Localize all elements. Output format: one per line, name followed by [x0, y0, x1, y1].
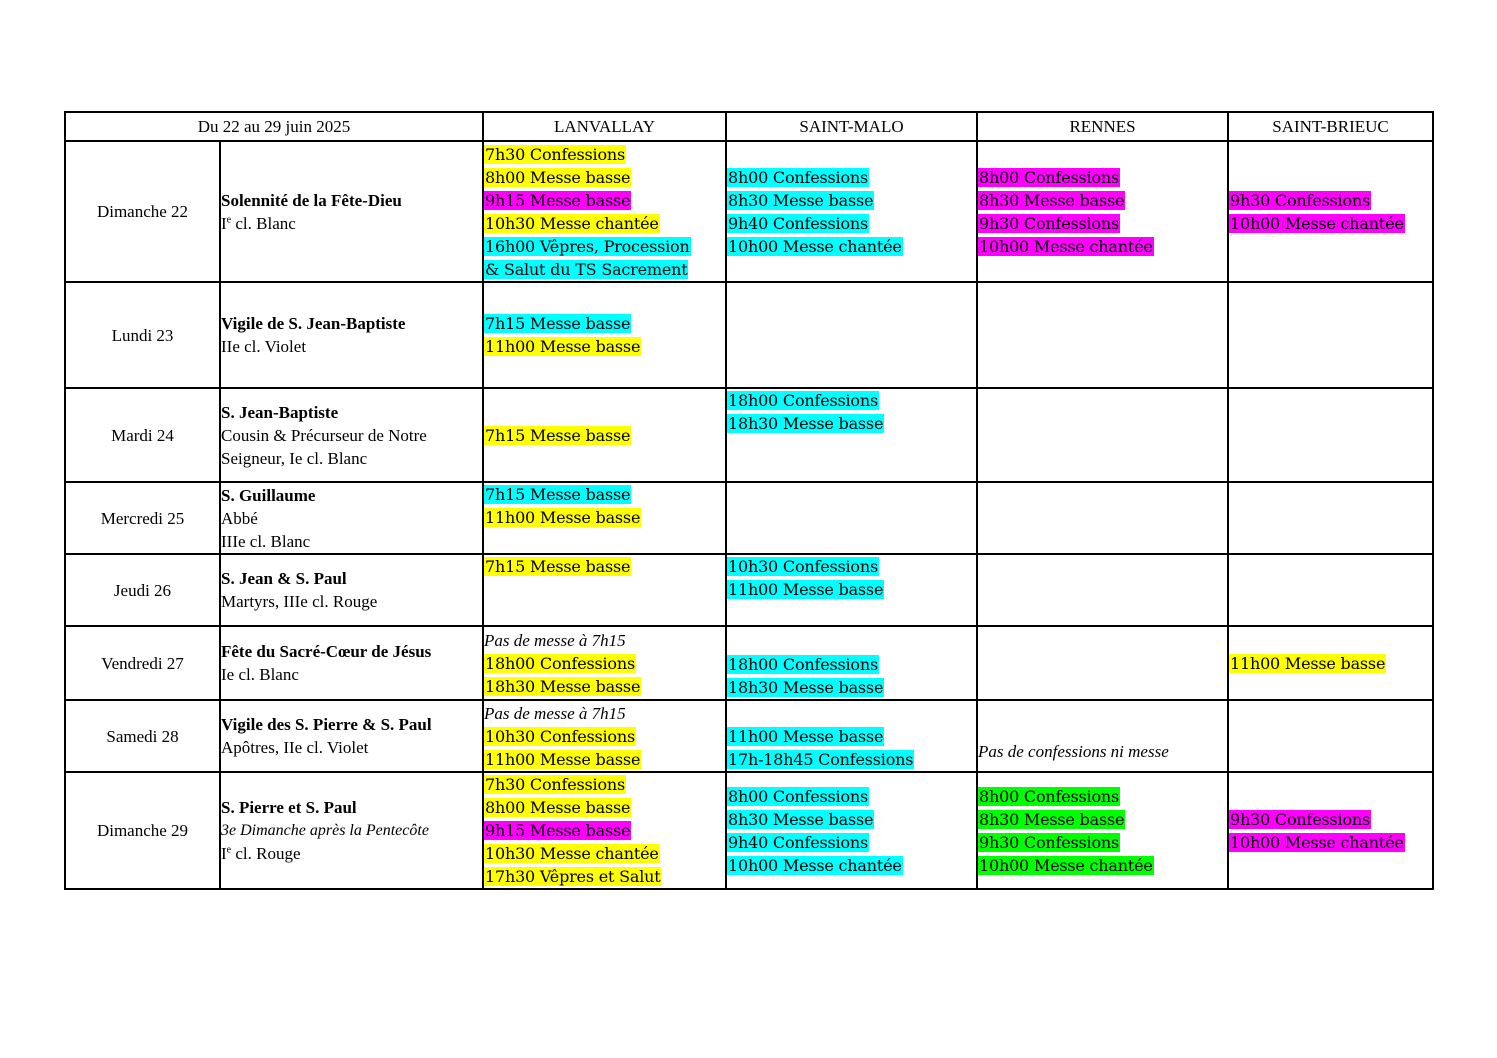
- rank-text: cl. Blanc: [231, 213, 296, 233]
- saint-malo-cell: [726, 772, 977, 889]
- feast-rank: Martyrs, IIIe cl. Rouge: [221, 592, 378, 611]
- event: 9h15 Messe basse: [485, 821, 631, 840]
- feast-rank-line: IIIe cl. Blanc: [221, 531, 311, 551]
- lanvallay-note: Pas de messe à 7h15: [484, 630, 626, 650]
- table-row: [65, 282, 1433, 388]
- table-row: [65, 388, 1433, 482]
- saint-malo-cell: [726, 282, 977, 388]
- feast-name: Vigile de S. Jean-Baptiste: [221, 314, 406, 333]
- event: 18h30 Messe basse: [485, 676, 641, 696]
- feast-name: S. Pierre et S. Paul: [221, 798, 357, 817]
- event: 7h15 Messe basse: [485, 557, 631, 576]
- feast-cell: [220, 141, 483, 282]
- feast-rank-line: Cousin & Précurseur de Notre: [221, 425, 427, 445]
- feast-cell: [220, 282, 483, 388]
- feast-cell: [220, 700, 483, 772]
- event: 18h00 Confessions: [728, 655, 878, 674]
- event: 8h30 Messe basse: [979, 809, 1125, 829]
- table-row: [65, 141, 1433, 282]
- event: 9h30 Confessions: [979, 832, 1119, 852]
- feast-name: Fête du Sacré-Cœur de Jésus: [221, 642, 432, 661]
- event: 7h30 Confessions: [485, 144, 625, 164]
- feast-rank: IIe cl. Violet: [221, 337, 307, 356]
- feast-cell: [220, 554, 483, 626]
- rennes-cell: [977, 482, 1228, 554]
- rank-sup: e: [226, 844, 232, 856]
- rennes-note: Pas de confessions ni messe: [978, 742, 1169, 761]
- event: 9h15 Messe basse: [485, 190, 631, 210]
- event: 18h30 Messe basse: [728, 414, 884, 433]
- feast-name: S. Jean & S. Paul: [221, 569, 347, 588]
- event: 17h30 Vêpres et Salut: [485, 867, 661, 886]
- feast-cell: [220, 772, 483, 889]
- event: 8h30 Messe basse: [728, 190, 874, 210]
- feast-rank-line: Abbé: [221, 508, 258, 528]
- feast-name: S. Guillaume: [221, 485, 316, 505]
- event: 18h00 Confessions: [728, 391, 878, 410]
- rennes-cell: [977, 700, 1228, 772]
- saint-brieuc-cell: [1228, 482, 1433, 554]
- event: 9h30 Confessions: [979, 213, 1119, 233]
- location-header-saint-brieuc: SAINT-BRIEUC: [1228, 112, 1433, 141]
- event: 7h15 Messe basse: [485, 425, 631, 445]
- feast-rank: Apôtres, IIe cl. Violet: [221, 738, 369, 757]
- feast-name: Vigile des S. Pierre & S. Paul: [221, 715, 432, 734]
- table-row: [65, 700, 1433, 772]
- event: 11h00 Messe basse: [485, 337, 641, 356]
- rennes-cell: [977, 626, 1228, 700]
- event: 10h30 Confessions: [728, 557, 878, 576]
- event: 11h00 Messe basse: [728, 580, 884, 599]
- feast-rank: [221, 842, 482, 865]
- lanvallay-cell: [483, 554, 726, 626]
- event: 8h00 Confessions: [728, 167, 868, 187]
- saint-brieuc-cell: [1228, 772, 1433, 889]
- day-cell: Dimanche 22: [65, 141, 220, 282]
- table-row: [65, 626, 1433, 700]
- feast-cell: [220, 388, 483, 482]
- event: 11h00 Messe basse: [485, 749, 641, 769]
- feast-name: Solennité de la Fête-Dieu: [221, 190, 402, 210]
- feast-subtitle: 3e Dimanche après la Pentecôte: [221, 822, 429, 839]
- day-cell: Dimanche 29: [65, 772, 220, 889]
- saint-malo-cell: [726, 700, 977, 772]
- event: 8h00 Confessions: [979, 167, 1119, 187]
- event: 18h00 Confessions: [485, 653, 635, 673]
- saint-brieuc-cell: [1228, 700, 1433, 772]
- feast-rank-line: Seigneur, Ie cl. Blanc: [221, 448, 368, 468]
- lanvallay-cell: [483, 700, 726, 772]
- event: 16h00 Vêpres, Procession: [485, 236, 690, 256]
- day-cell: Lundi 23: [65, 282, 220, 388]
- event: 10h30 Messe chantée: [485, 213, 659, 233]
- event: 9h40 Confessions: [728, 832, 868, 852]
- event: 11h00 Messe basse: [1230, 653, 1386, 673]
- location-header-saint-malo: SAINT-MALO: [726, 112, 977, 141]
- event: 10h30 Messe chantée: [485, 844, 659, 863]
- event: 10h00 Messe chantée: [728, 855, 902, 875]
- rank-prefix: I: [221, 213, 227, 233]
- event: 10h00 Messe chantée: [1230, 832, 1404, 852]
- feast-rank: [221, 212, 482, 235]
- event: 18h30 Messe basse: [728, 678, 884, 697]
- feast-name: S. Jean-Baptiste: [221, 402, 339, 422]
- event: 9h30 Confessions: [1230, 809, 1370, 829]
- event: 8h30 Messe basse: [728, 809, 874, 829]
- event: 8h00 Messe basse: [485, 167, 631, 187]
- day-cell: Mercredi 25: [65, 482, 220, 554]
- event: 8h30 Messe basse: [979, 190, 1125, 210]
- table-row: [65, 554, 1433, 626]
- lanvallay-cell: [483, 388, 726, 482]
- event: 7h15 Messe basse: [485, 314, 631, 333]
- event: 8h00 Confessions: [728, 786, 868, 806]
- saint-brieuc-cell: [1228, 141, 1433, 282]
- lanvallay-cell: [483, 772, 726, 889]
- lanvallay-note: Pas de messe à 7h15: [484, 703, 626, 723]
- event: & Salut du TS Sacrement: [485, 259, 688, 279]
- event: 10h00 Messe chantée: [979, 855, 1153, 875]
- day-cell: Samedi 28: [65, 700, 220, 772]
- event: 7h30 Confessions: [485, 775, 625, 794]
- table-row: [65, 482, 1433, 554]
- event: 8h00 Confessions: [979, 786, 1119, 806]
- period-header: Du 22 au 29 juin 2025: [65, 112, 483, 141]
- event: 10h00 Messe chantée: [1230, 213, 1404, 233]
- event: 10h00 Messe chantée: [728, 236, 902, 256]
- rennes-cell: [977, 141, 1228, 282]
- rank-text: cl. Rouge: [231, 844, 301, 863]
- rennes-cell: [977, 554, 1228, 626]
- day-cell: Mardi 24: [65, 388, 220, 482]
- event: 11h00 Messe basse: [485, 508, 641, 527]
- feast-cell: [220, 482, 483, 554]
- event: 10h00 Messe chantée: [979, 236, 1153, 256]
- feast-rank: Ie cl. Blanc: [221, 665, 299, 684]
- saint-malo-cell: [726, 141, 977, 282]
- event: 8h00 Messe basse: [485, 798, 631, 817]
- lanvallay-cell: [483, 626, 726, 700]
- saint-brieuc-cell: [1228, 554, 1433, 626]
- lanvallay-cell: [483, 282, 726, 388]
- saint-malo-cell: [726, 388, 977, 482]
- event: 7h15 Messe basse: [485, 485, 631, 504]
- lanvallay-cell: [483, 482, 726, 554]
- header-row: [65, 112, 1433, 141]
- rennes-cell: [977, 282, 1228, 388]
- rank-sup: e: [226, 213, 232, 225]
- saint-brieuc-cell: [1228, 282, 1433, 388]
- saint-brieuc-cell: [1228, 388, 1433, 482]
- rank-prefix: I: [221, 844, 227, 863]
- day-cell: Jeudi 26: [65, 554, 220, 626]
- event: 11h00 Messe basse: [728, 727, 884, 746]
- rennes-cell: [977, 772, 1228, 889]
- table-row: [65, 772, 1433, 889]
- day-cell: Vendredi 27: [65, 626, 220, 700]
- event: 10h30 Confessions: [485, 726, 635, 746]
- saint-brieuc-cell: [1228, 626, 1433, 700]
- location-header-lanvallay: LANVALLAY: [483, 112, 726, 141]
- saint-malo-cell: [726, 626, 977, 700]
- event: 9h30 Confessions: [1230, 190, 1370, 210]
- schedule-table: [64, 111, 1434, 890]
- location-header-rennes: RENNES: [977, 112, 1228, 141]
- feast-cell: [220, 626, 483, 700]
- saint-malo-cell: [726, 554, 977, 626]
- event: 9h40 Confessions: [728, 213, 868, 233]
- saint-malo-cell: [726, 482, 977, 554]
- rennes-cell: [977, 388, 1228, 482]
- event: 17h-18h45 Confessions: [728, 750, 914, 769]
- lanvallay-cell: [483, 141, 726, 282]
